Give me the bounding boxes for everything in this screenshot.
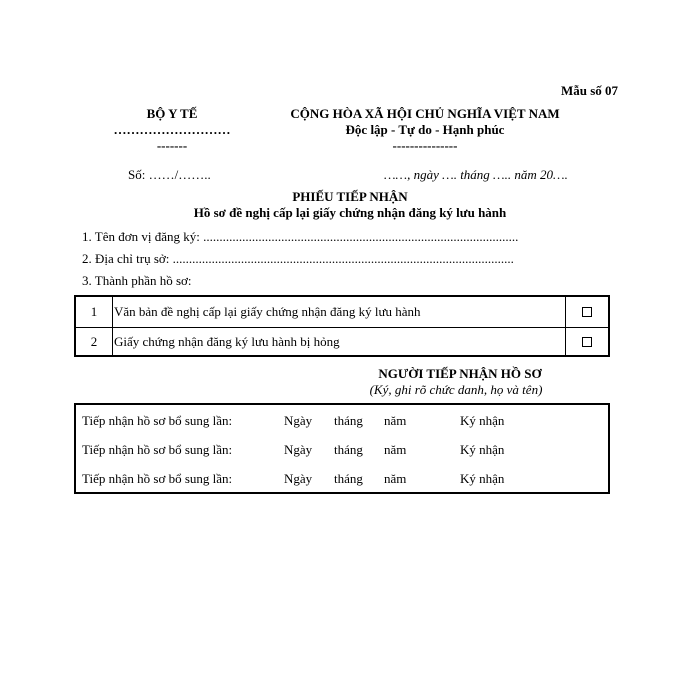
supplements-box: [74, 403, 610, 494]
table-row: [76, 297, 608, 328]
field-unit-name: 1. Tên đơn vị đăng ký: .................................................................................................: [82, 229, 519, 244]
receiver-note: (Ký, ghi rõ chức danh, họ và tên): [369, 382, 543, 397]
date-line: ……, ngày …. tháng ….. năm 20….: [384, 167, 568, 182]
supplement-day: Ngày: [284, 471, 313, 486]
nation-name: CỘNG HÒA XÃ HỘI CHỦ NGHĨA VIỆT NAM: [290, 106, 560, 121]
form-number: Mẫu số 07: [560, 83, 618, 98]
row-checkbox-cell[interactable]: [565, 327, 608, 357]
row-text: Văn bản đề nghị cấp lại giấy chứng nhận đăng ký lưu hành: [114, 304, 421, 319]
row-number: 1: [76, 297, 113, 327]
field-address: 2. Địa chỉ trụ sở: .........................................................................................................: [82, 251, 514, 266]
supplement-year: năm: [384, 413, 407, 428]
supplement-row: [76, 413, 608, 433]
ministry-dots: ………………………: [113, 122, 231, 137]
supplement-label: Tiếp nhận hồ sơ bổ sung lần:: [82, 471, 233, 486]
document-number: Số: ……/……..: [128, 167, 211, 182]
supplement-month: tháng: [334, 413, 363, 428]
supplement-day: Ngày: [284, 442, 313, 457]
form-title: PHIẾU TIẾP NHẬN: [292, 189, 408, 204]
supplement-sign: Ký nhận: [460, 413, 505, 428]
row-number: 2: [76, 327, 113, 357]
row-text: Giấy chứng nhận đăng ký lưu hành bị hỏng: [114, 334, 340, 349]
receiver-title: NGƯỜI TIẾP NHẬN HỒ SƠ: [378, 366, 542, 381]
form-subtitle: Hồ sơ đề nghị cấp lại giấy chứng nhận đăng ký lưu hành: [193, 205, 507, 220]
supplement-label: Tiếp nhận hồ sơ bổ sung lần:: [82, 442, 233, 457]
ministry-name: BỘ Y TẾ: [146, 106, 198, 121]
supplement-month: tháng: [334, 471, 363, 486]
checkbox[interactable]: [582, 337, 592, 347]
supplement-year: năm: [384, 442, 407, 457]
supplement-day: Ngày: [284, 413, 313, 428]
field-documents: 3. Thành phần hồ sơ:: [82, 273, 192, 288]
supplement-row: [76, 442, 608, 462]
supplement-year: năm: [384, 471, 407, 486]
supplement-sign: Ký nhận: [460, 442, 505, 457]
ministry-dashes: -------: [156, 138, 188, 153]
table-row: [76, 327, 608, 357]
motto-dashes: ---------------: [392, 138, 458, 153]
supplement-sign: Ký nhận: [460, 471, 505, 486]
row-checkbox-cell[interactable]: [565, 297, 608, 327]
documents-table: [74, 295, 610, 357]
checkbox[interactable]: [582, 307, 592, 317]
supplement-label: Tiếp nhận hồ sơ bổ sung lần:: [82, 413, 233, 428]
motto: Độc lập - Tự do - Hạnh phúc: [345, 122, 505, 137]
supplement-month: tháng: [334, 442, 363, 457]
supplement-row: [76, 471, 608, 491]
